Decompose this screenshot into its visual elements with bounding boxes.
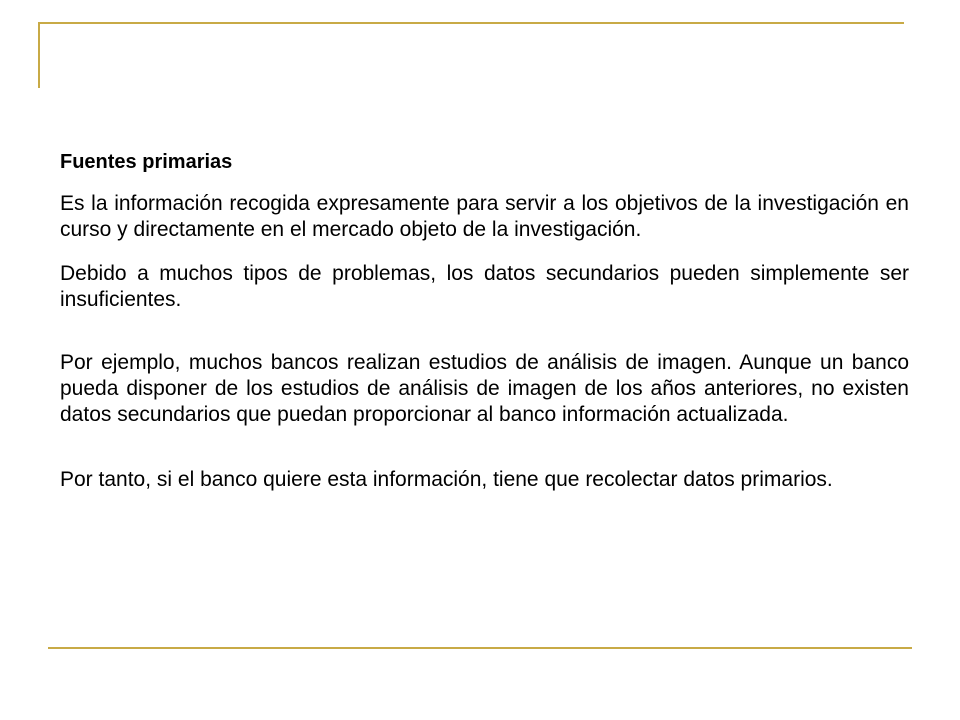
paragraph-definition: Es la información recogida expresamente para servir a los objetivos de la investigación en curso y directamente en el mercado objeto de la investigación. xyxy=(60,192,909,241)
slide-title: Fuentes primarias xyxy=(60,151,233,173)
paragraph-conclusion: Por tanto, si el banco quiere esta información, tiene que recolectar datos primarios. xyxy=(60,468,833,491)
paragraph-problems: Debido a muchos tipos de problemas, los datos secundarios pueden simplemente ser insuficientes. xyxy=(60,262,909,311)
paragraph-example: Por ejemplo, muchos bancos realizan estudios de análisis de imagen. Aunque un banco pueda disponer de los estudios de análisis de imagen de los años anteriores, no existen datos secundarios que puedan proporcionar al banco información actualizada. xyxy=(60,351,909,426)
slide-content xyxy=(60,150,909,493)
top-divider xyxy=(40,22,904,24)
top-left-divider xyxy=(38,22,40,88)
bottom-divider xyxy=(48,647,912,649)
